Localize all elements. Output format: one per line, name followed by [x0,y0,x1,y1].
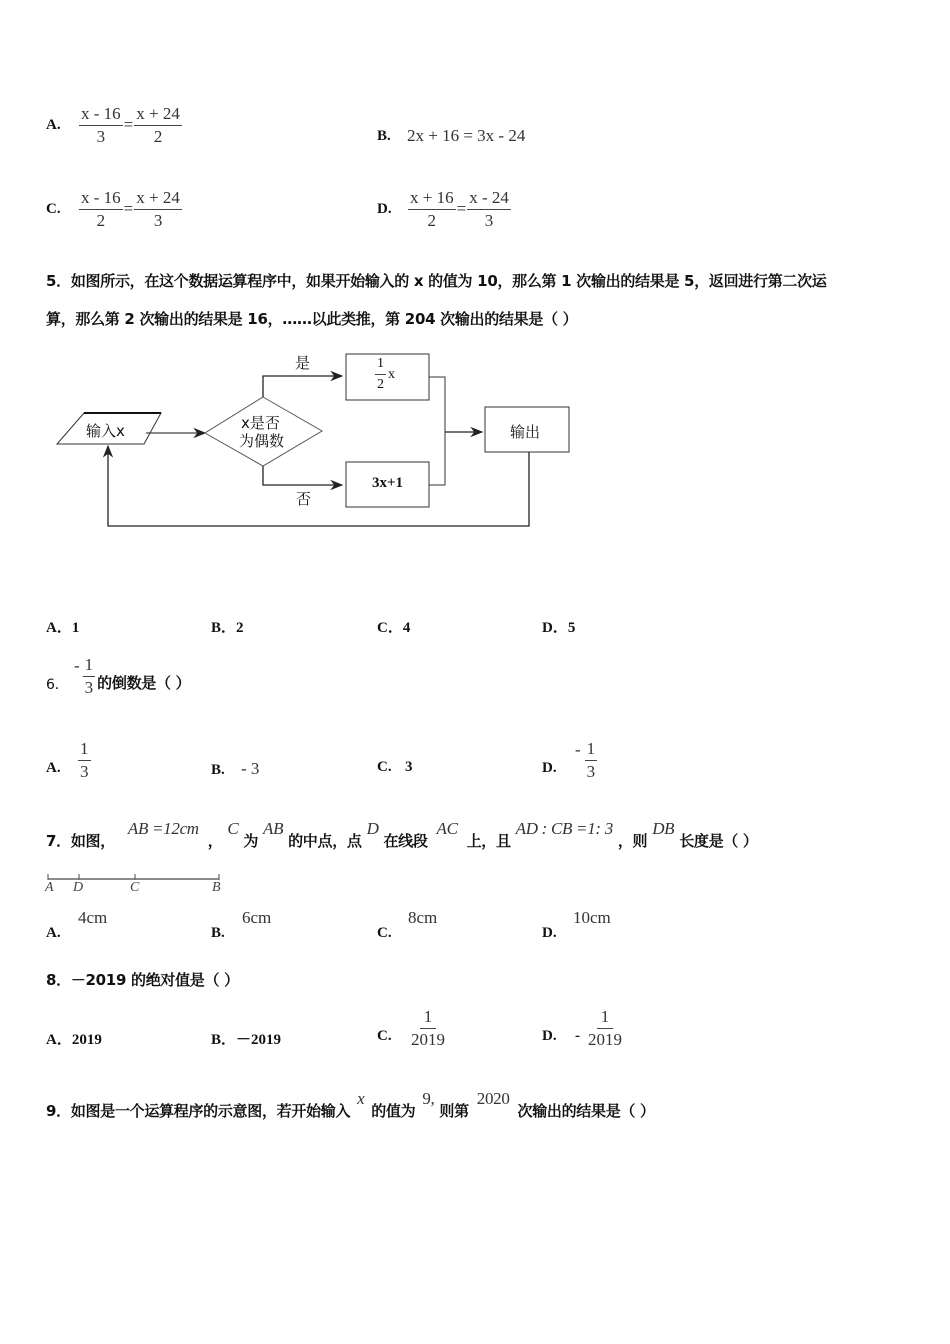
q7-option-d [542,908,611,942]
denominator: 3 [484,210,494,230]
option-value: 2 [236,620,244,636]
stem-text: 上，且 [466,832,511,850]
q8-option-d [542,1003,624,1049]
denominator: 2019 [411,1030,445,1049]
q5-flowchart [50,340,580,540]
option-value: 3 [405,759,413,775]
denominator: 2 [427,210,437,230]
q5-option-b [211,616,244,637]
decision-node-label-line1: x是否 [241,414,280,432]
q5-stem-line2: 算，那么第 2 次输出的结果是 16，……以此类推，第 204 次输出的结果是（ ） [46,310,578,328]
no-branch-label: 否 [296,490,312,508]
option-value: 6cm [242,908,272,927]
option-label: B. [211,762,225,778]
equals-sign: = [123,115,134,134]
numerator: 1 [83,656,96,677]
minus-sign: - [575,1028,580,1044]
fraction-left [408,189,456,230]
math-variable-x: x [357,1089,365,1108]
q4-option-b [377,126,525,146]
option-label: A． [46,620,72,636]
option-label: D. [542,925,557,941]
stem-text: ，则 [617,832,648,850]
denominator: 3 [96,126,106,146]
flowchart-diagram [50,340,580,540]
q4-option-d [377,184,511,234]
denominator: 3 [153,210,163,230]
fraction-left [79,105,123,146]
option-value: －2019 [236,1032,282,1048]
q7-option-c [377,908,437,942]
option-label: B． [211,1032,237,1048]
q6-option-b [211,759,259,779]
q5-option-d [542,616,575,637]
option-value: 4cm [78,908,108,927]
stem-text: 的中点，点 [288,832,362,850]
q5-option-a [46,616,79,637]
numerator: x + 24 [134,189,182,210]
option-label: C. [377,925,392,941]
option-value: 10cm [573,908,611,927]
q8-option-b [211,1028,281,1049]
numerator: 1 [597,1008,614,1029]
q4-option-a [46,100,182,150]
math-ab-length: AB =12cm [127,819,199,838]
q7-option-b [211,908,271,942]
point-b-label: B [212,880,221,895]
math-point-d: D [366,819,379,838]
option-label: A. [46,925,61,941]
option-value: - 3 [241,759,260,778]
math-segment-db: DB [652,819,675,838]
stem-text: 为 [243,832,259,850]
fraction-right [134,105,182,146]
option-label: A. [46,116,61,133]
question-number: 6. [46,677,59,693]
option-label: C. [46,200,61,217]
stem-text: 在线段 [383,832,428,850]
q7-segment-diagram [44,870,234,900]
stem-text: 则第 [439,1102,469,1120]
q5-stem-line1: 5．如图所示，在这个数据运算程序中，如果开始输入的 x 的值为 10，那么第 1 次输出的结果是 5，返回进行第二次运 [46,272,827,290]
denominator: 2 [153,126,163,146]
numerator: 1 [585,740,598,761]
numerator: x - 24 [467,189,511,210]
math-segment-ab: AB [263,819,284,838]
math-value-9: 9, [422,1089,435,1108]
option-label: D. [542,760,557,776]
minus-sign: - [74,656,80,675]
q5-option-c [377,616,410,637]
fraction [409,1008,447,1049]
denominator: 2 [96,210,106,230]
q9-stem [46,1089,655,1121]
minus-sign: - [575,740,581,759]
point-a-label: A [45,880,54,895]
yes-box-formula [375,356,395,393]
q7-stem [46,819,758,851]
stem-text: ， [207,832,223,850]
math-value-2020: 2020 [476,1089,510,1108]
fraction-right [467,189,511,230]
stem-text: 长度是（ ） [679,832,758,850]
fraction [585,740,598,781]
denominator: 3 [586,762,596,781]
numerator: x + 24 [134,105,182,126]
math-ratio: AD : CB =1: 3 [515,819,613,838]
denominator: 2019 [588,1030,622,1049]
option-label: A． [46,1032,72,1048]
equals-sign: = [123,199,134,218]
stem-text: 的值为 [371,1102,416,1120]
option-value: 1 [71,620,80,636]
stem-text: 9．如图是一个运算程序的示意图，若开始输入 [46,1102,351,1120]
q4-option-c [46,184,182,234]
fraction [83,656,96,697]
fraction [586,1008,624,1049]
q6-option-a [46,735,91,781]
option-label: C． [377,620,403,636]
option-value: 8cm [408,908,438,927]
no-box-formula: 3x+1 [372,475,404,491]
option-label: A. [46,760,61,776]
point-d-label: D [73,880,84,895]
fraction-right [134,189,182,230]
denominator: 3 [80,762,89,781]
q8-option-c [377,1003,447,1049]
option-value: 5 [567,620,576,636]
option-value: 4 [402,620,411,636]
q6-option-c [377,759,413,776]
option-label: C. [377,759,392,775]
option-label: D. [377,200,392,217]
numerator: 1 [78,740,91,761]
q7-option-a [46,908,107,942]
yes-branch-label: 是 [295,354,311,372]
output-node-label: 输出 [510,423,541,441]
decision-node-label-line2: 为偶数 [239,432,285,450]
math-segment-ac: AC [436,819,458,838]
q6-option-d [542,735,597,781]
half-fraction [375,356,386,393]
option-label: D． [542,620,568,636]
denominator: 2 [377,377,384,392]
numerator: x - 16 [79,189,123,210]
numerator: x + 16 [408,189,456,210]
equation: 2x + 16 = 3x - 24 [407,126,526,145]
q8-option-a [46,1028,102,1049]
equals-sign: = [456,199,467,218]
stem-text: 次输出的结果是（ ） [517,1102,655,1120]
numerator: 1 [420,1008,437,1029]
q6-stem [46,651,190,697]
math-point-c: C [227,819,239,838]
option-label: B． [211,620,237,636]
option-label: B. [211,925,225,941]
fraction-left [79,189,123,230]
stem-text: 7．如图， [46,832,115,850]
variable-x: x [388,366,395,382]
fraction [78,740,91,781]
point-c-label: C [130,880,140,895]
option-label: B. [377,127,391,144]
option-label: D. [542,1028,557,1044]
numerator: 1 [375,356,386,375]
denominator: 3 [84,678,94,697]
numerator: x - 16 [79,105,123,126]
option-value: 2019 [71,1032,102,1048]
q8-stem: 8．－2019 的绝对值是（ ） [46,971,239,989]
input-node-label: 输入x [86,422,125,440]
option-label: C. [377,1028,392,1044]
question-text: 的倒数是（ ） [97,674,191,692]
